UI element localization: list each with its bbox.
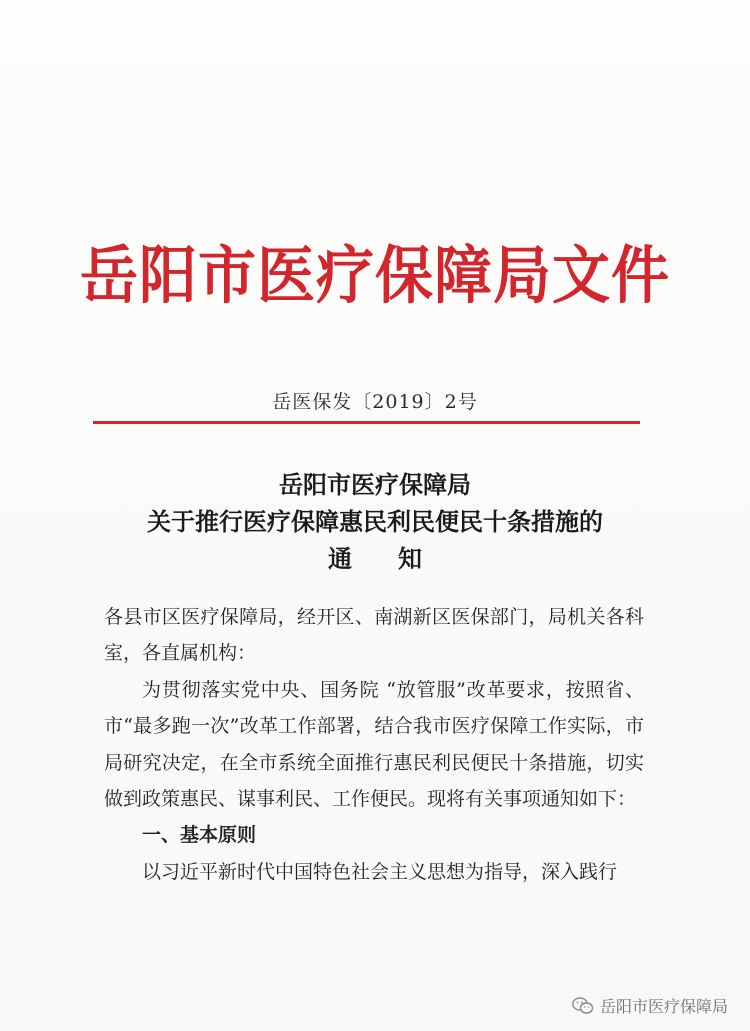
body-paragraph-1: 为贯彻落实党中央、国务院 “放管服”改革要求，按照省、市“最多跑一次”改革工作部署，结合我市医疗保障工作实际，市局研究决定，在全市系统全面推行惠民利民便民十条措施，切实做到政策惠民、谋事利民、工作便民。现将有关事项通知如下：	[104, 678, 644, 811]
document-body	[104, 599, 644, 890]
red-separator-line	[93, 421, 640, 424]
wechat-icon	[572, 997, 594, 1015]
title-line-3: 通知	[328, 544, 468, 573]
title-line-2: 关于推行医疗保障惠民利民便民十条措施的	[147, 507, 603, 536]
body-paragraph-2: 以习近平新时代中国特色社会主义思想为指导，深入践行	[142, 860, 618, 883]
document-title	[0, 466, 750, 577]
document-number: 岳医保发〔2019〕2号	[272, 391, 478, 413]
title-line-1: 岳阳市医疗保障局	[279, 470, 471, 499]
watermark-text: 岳阳市医疗保障局	[599, 997, 728, 1016]
addressee-paragraph: 各县市区医疗保障局，经开区、南湖新区医保部门，局机关各科室，各直属机构：	[104, 606, 644, 665]
section-heading: 一、基本原则	[142, 824, 257, 847]
document-masthead: 岳阳市医疗保障局文件	[79, 238, 670, 313]
watermark	[572, 994, 728, 1017]
